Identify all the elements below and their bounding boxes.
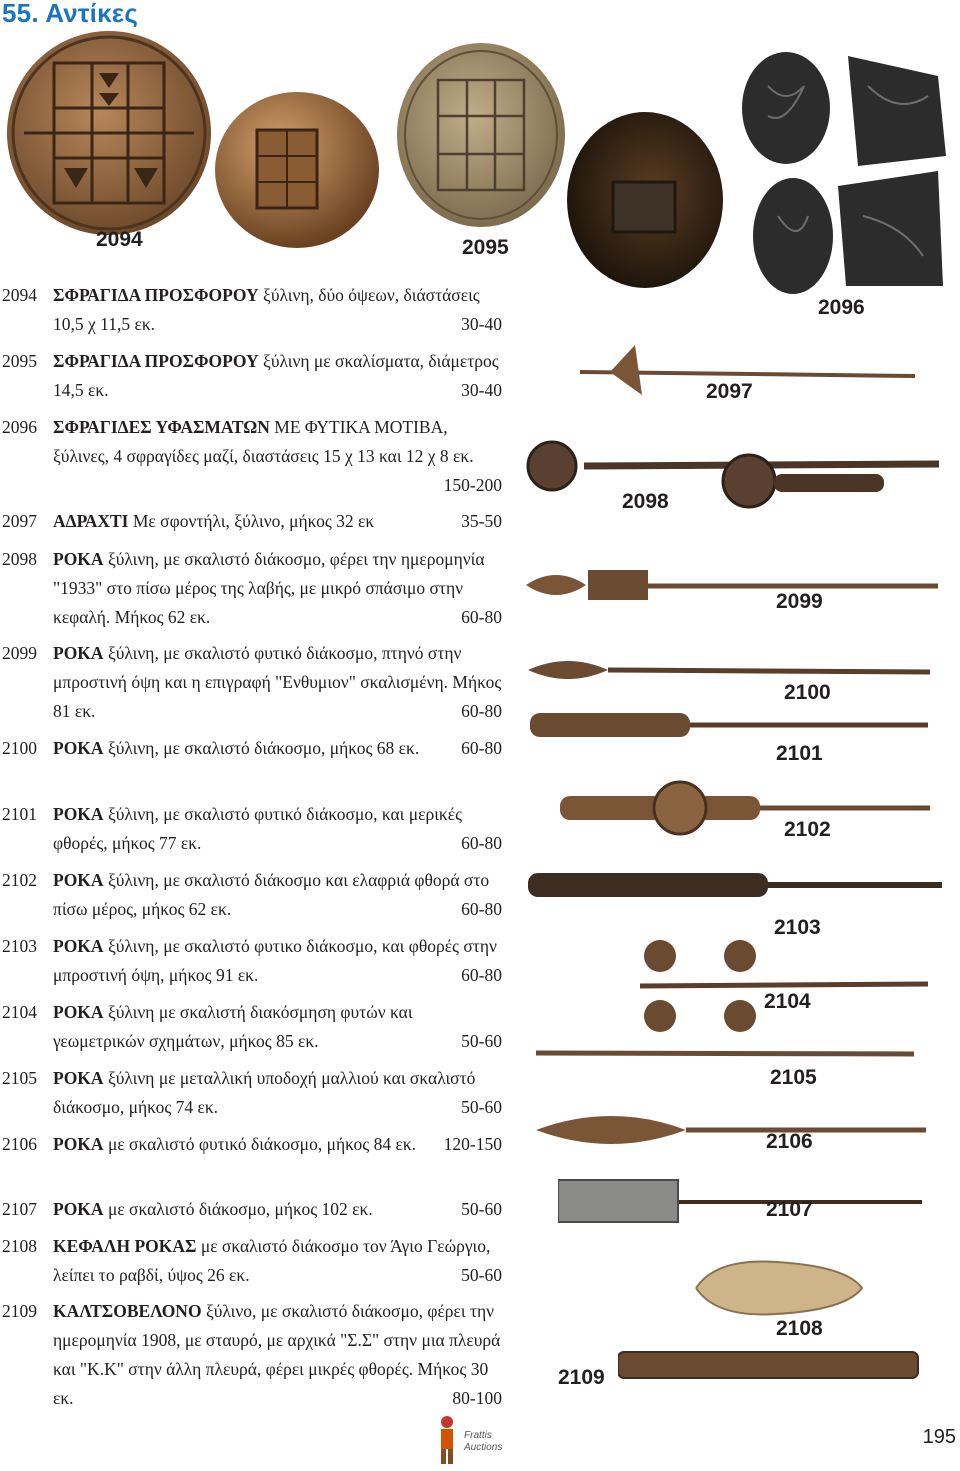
lot-title: ΡΟΚΑ xyxy=(53,1002,104,1022)
lot-2098 xyxy=(2,545,502,632)
distaff-2099-photo xyxy=(526,560,941,610)
distaff-2103-photo xyxy=(528,868,944,902)
lot-title: ΣΦΡΑΓΙΔΑ ΠΡΟΣΦΟΡΟΥ xyxy=(53,285,259,305)
photo-label-2107: 2107 xyxy=(766,1198,813,1221)
lot-title: ΡΟΚΑ xyxy=(53,1134,104,1154)
lot-2108 xyxy=(2,1232,502,1290)
photo-label-2097: 2097 xyxy=(706,380,753,403)
lot-title: ΑΔΡΑΧΤΙ xyxy=(53,511,129,531)
lot-title: ΡΟΚΑ xyxy=(53,870,104,890)
lot-2102 xyxy=(2,866,502,924)
lot-2099 xyxy=(2,639,502,726)
lot-number: 2101 xyxy=(2,804,37,824)
lot-title: ΣΦΡΑΓΙΔΑ ΠΡΟΣΦΟΡΟΥ xyxy=(53,351,259,371)
photo-label-2099: 2099 xyxy=(776,590,823,613)
lot-price: 60-80 xyxy=(461,701,502,721)
distaff-2105-photo xyxy=(536,1040,916,1066)
photo-label-2103: 2103 xyxy=(774,916,821,939)
lot-2109 xyxy=(2,1297,502,1413)
lot-price: 50-60 xyxy=(461,1031,502,1051)
lot-2094 xyxy=(2,281,502,339)
lot-price: 150-200 xyxy=(443,475,502,495)
lot-title: ΡΟΚΑ xyxy=(53,643,104,663)
seal-round-plain-photo xyxy=(396,40,566,230)
lot-2095 xyxy=(2,347,502,405)
lot-price: 35-50 xyxy=(461,511,502,531)
photo-label-2106: 2106 xyxy=(766,1130,813,1153)
lot-text: ξύλινη, με σκαλιστό διάκοσμο, μήκος 68 εκ. xyxy=(103,738,420,758)
section-title: 55. Αντίκες xyxy=(2,0,139,28)
lot-price: 60-80 xyxy=(461,899,502,919)
distaff-2098-photo xyxy=(524,436,944,516)
distaff-head-photo xyxy=(686,1258,866,1318)
photo-label-2101: 2101 xyxy=(776,742,823,765)
lot-title: ΚΑΛΤΣΟΒΕΛΟΝΟ xyxy=(53,1301,202,1321)
lot-number: 2109 xyxy=(2,1301,37,1321)
lot-text: ξύλινη, με σκαλιστό φυτικο διάκοσμο, και φθορές στην μπροστινή όψη, μήκος 91 εκ. xyxy=(53,936,497,985)
lot-text: ξύλινη, με σκαλιστό φυτικό διάκοσμο, και μερικές φθορές, μήκος 77 εκ. xyxy=(53,804,463,853)
photo-label-2105: 2105 xyxy=(770,1066,817,1089)
lot-title: ΚΕΦΑΛΗ ΡΟΚΑΣ xyxy=(53,1236,197,1256)
lot-text: ξύλινη με σκαλίσματα, διάμετρος 14,5 εκ. xyxy=(53,351,499,400)
page-number: 195 xyxy=(922,1426,956,1448)
lot-number: 2107 xyxy=(2,1199,37,1219)
lot-2106 xyxy=(2,1130,502,1159)
lot-number: 2104 xyxy=(2,1002,37,1022)
lot-text: ξύλινη, με σκαλιστό διάκοσμο, φέρει την ημερομηνία "1933" στο πίσω μέρος της λαβής, με μικρό σπάσιμο στην κεφαλή. Μήκος 62 εκ. xyxy=(53,549,485,627)
lot-title: ΡΟΚΑ xyxy=(53,738,104,758)
lot-number: 2094 xyxy=(2,285,37,305)
lot-title: ΣΦΡΑΓΙΔΕΣ ΥΦΑΣΜΑΤΩΝ xyxy=(53,417,270,437)
lot-title: ΡΟΚΑ xyxy=(53,804,104,824)
lot-text: ξύλινη, δύο όψεων, διάστάσεις 10,5 χ 11,5 εκ. xyxy=(53,285,480,334)
lot-2103 xyxy=(2,932,502,990)
lot-number: 2105 xyxy=(2,1068,37,1088)
lot-text: ξύλινη, με σκαλιστό διάκοσμο και ελαφριά φθορά στο πίσω μέρος, μήκος 62 εκ. xyxy=(53,870,490,919)
photo-label-2095: 2095 xyxy=(462,236,509,259)
knitting-tool-photo xyxy=(618,1346,924,1384)
lot-2107 xyxy=(2,1195,502,1224)
lot-2096 xyxy=(2,413,502,500)
lot-text: ξύλινη με σκαλιστή διακόσμηση φυτών και γεωμετρικών σχημάτων, μήκος 85 εκ. xyxy=(53,1002,413,1051)
logo-line-2: Auctions xyxy=(464,1442,503,1453)
lot-price: 60-80 xyxy=(461,607,502,627)
lot-2104 xyxy=(2,998,502,1056)
lot-price: 50-60 xyxy=(461,1265,502,1285)
lot-price: 120-150 xyxy=(443,1134,502,1154)
lot-number: 2108 xyxy=(2,1236,37,1256)
distaff-2101-photo xyxy=(530,705,930,745)
photo-label-2102: 2102 xyxy=(784,818,831,841)
lot-number: 2099 xyxy=(2,643,37,663)
lot-number: 2100 xyxy=(2,738,37,758)
seal-round-small-photo xyxy=(212,90,382,250)
lot-price: 60-80 xyxy=(461,738,502,758)
photo-label-2109: 2109 xyxy=(558,1366,605,1389)
lot-text: με σκαλιστό φυτικό διάκοσμο, μήκος 84 εκ. xyxy=(103,1134,417,1154)
auctioneer-figure-icon xyxy=(432,1414,462,1466)
distaff-2104-photo xyxy=(640,936,930,1036)
lot-text: με σκαλιστό διάκοσμο τον Άγιο Γεώργιο, λείπει το ραβδί, ύψος 26 εκ. xyxy=(53,1236,491,1285)
photo-label-2094: 2094 xyxy=(96,228,143,251)
lot-text: ξύλινη με μεταλλική υποδοχή μαλλιού και σκαλιστό διάκοσμο, μήκος 74 εκ. xyxy=(53,1068,476,1117)
lot-number: 2095 xyxy=(2,351,37,371)
lot-2097 xyxy=(2,507,502,536)
lot-title: ΡΟΚΑ xyxy=(53,549,104,569)
lot-number: 2106 xyxy=(2,1134,37,1154)
lot-price: 60-80 xyxy=(461,965,502,985)
photo-label-2098: 2098 xyxy=(622,490,669,513)
lot-price: 60-80 xyxy=(461,833,502,853)
distaff-2100-photo xyxy=(528,650,933,690)
lot-price: 50-60 xyxy=(461,1097,502,1117)
lot-number: 2098 xyxy=(2,549,37,569)
photo-label-2096: 2096 xyxy=(818,296,865,319)
seal-round-large-photo xyxy=(4,28,214,238)
lot-price: 30-40 xyxy=(461,314,502,334)
lot-number: 2097 xyxy=(2,511,37,531)
lot-number: 2096 xyxy=(2,417,37,437)
distaff-2102-photo xyxy=(560,780,932,836)
frattis-auctions-logo xyxy=(432,1414,532,1466)
lot-text: ΜΕ ΦΥΤΙΚΑ ΜΟΤΙΒΑ, ξύλινες, 4 σφραγίδες μαζί, διαστάσεις 15 χ 13 και 12 χ 8 εκ. xyxy=(53,417,474,466)
photo-label-2104: 2104 xyxy=(764,990,811,1013)
fabric-stamps-photo xyxy=(738,46,950,296)
lot-price: 80-100 xyxy=(452,1388,502,1408)
lot-2100 xyxy=(2,734,502,763)
lot-2101 xyxy=(2,800,502,858)
photo-label-2100: 2100 xyxy=(784,681,831,704)
lot-price: 30-40 xyxy=(461,380,502,400)
lot-title: ΡΟΚΑ xyxy=(53,1199,104,1219)
lot-text: ξύλινο, με σκαλιστό διάκοσμο, φέρει την ημερομηνία 1908, με σταυρό, με αρχικά "Σ.Σ" στην μια πλευρά και "Κ.Κ" στην άλλη πλευρά, φέρει μικρές φθορές. Μήκος 30 εκ. xyxy=(53,1301,501,1408)
lot-number: 2103 xyxy=(2,936,37,956)
lot-price: 50-60 xyxy=(461,1199,502,1219)
lot-2105 xyxy=(2,1064,502,1122)
logo-line-1: Frattis xyxy=(464,1430,492,1441)
distaff-2106-photo xyxy=(536,1104,928,1154)
distaff-2107-photo xyxy=(558,1176,924,1226)
lot-text: Με σφοντήλι, ξύλινο, μήκος 32 εκ xyxy=(128,511,375,531)
photo-label-2108: 2108 xyxy=(776,1317,823,1340)
lot-title: ΡΟΚΑ xyxy=(53,1068,104,1088)
seal-square-dark-photo xyxy=(565,110,725,290)
lot-title: ΡΟΚΑ xyxy=(53,936,104,956)
lot-text: ξύλινη, με σκαλιστό φυτικό διάκοσμο, πτηνό στην μπροστινή όψη και η επιγραφή "Ενθυμιον" σκαλισμένη. Μήκος 81 εκ. xyxy=(53,643,502,721)
lot-text: με σκαλιστό διάκοσμο, μήκος 102 εκ. xyxy=(103,1199,373,1219)
lot-number: 2102 xyxy=(2,870,37,890)
